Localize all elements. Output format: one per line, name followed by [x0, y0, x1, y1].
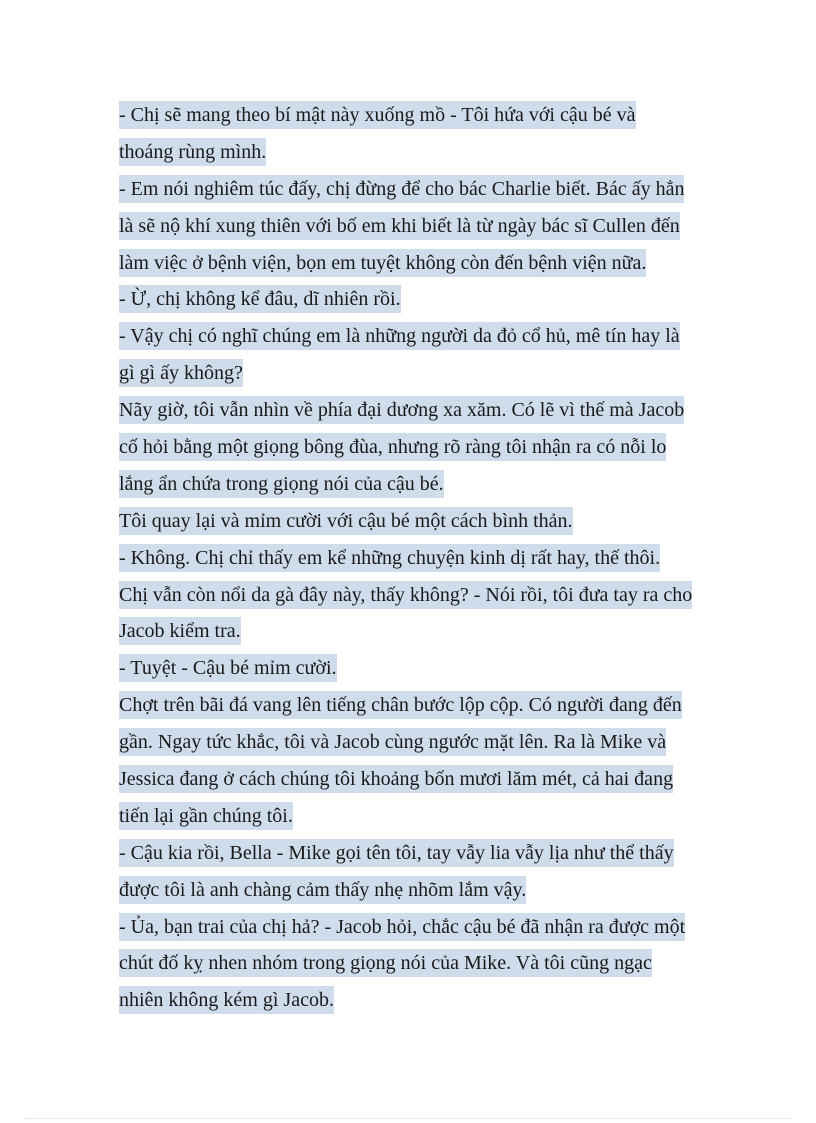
text-line: Chợt trên bãi đá vang lên tiếng chân bước lộp cộp. Có người đang đến — [119, 687, 709, 724]
text-line: Jacob kiểm tra. — [119, 613, 709, 650]
text-line: chút đố kỵ nhen nhóm trong giọng nói của Mike. Và tôi cũng ngạc — [119, 945, 709, 982]
text-line: làm việc ở bệnh viện, bọn em tuyệt không còn đến bệnh viện nữa. — [119, 245, 709, 282]
text-line: thoáng rùng mình. — [119, 134, 709, 171]
text-line: Jessica đang ở cách chúng tôi khoảng bốn mươi lăm mét, cả hai đang — [119, 761, 709, 798]
text-line: - Cậu kia rồi, Bella - Mike gọi tên tôi, tay vẫy lia vẫy lịa như thể thấy — [119, 835, 709, 872]
text-line: - Vậy chị có nghĩ chúng em là những người da đỏ cổ hủ, mê tín hay là — [119, 318, 709, 355]
text-line: nhiên không kém gì Jacob. — [119, 982, 709, 1019]
text-line: Nãy giờ, tôi vẫn nhìn về phía đại dương xa xăm. Có lẽ vì thế mà Jacob — [119, 392, 709, 429]
text-line: lắng ẩn chứa trong giọng nói của cậu bé. — [119, 466, 709, 503]
highlighted-text-block — [119, 97, 709, 1019]
text-line: là sẽ nộ khí xung thiên với bố em khi biết là từ ngày bác sĩ Cullen đến — [119, 208, 709, 245]
text-line: - Tuyệt - Cậu bé mỉm cười. — [119, 650, 709, 687]
text-line: gần. Ngay tức khắc, tôi và Jacob cùng ngước mặt lên. Ra là Mike và — [119, 724, 709, 761]
text-line: được tôi là anh chàng cảm thấy nhẹ nhõm lắm vậy. — [119, 872, 709, 909]
text-line: Tôi quay lại và mỉm cười với cậu bé một cách bình thản. — [119, 503, 709, 540]
text-line: Chị vẫn còn nổi da gà đây này, thấy không? - Nói rồi, tôi đưa tay ra cho — [119, 577, 709, 614]
text-line: cố hỏi bằng một giọng bông đùa, nhưng rõ ràng tôi nhận ra có nỗi lo — [119, 429, 709, 466]
text-line: - Ừ, chị không kể đâu, dĩ nhiên rồi. — [119, 281, 709, 318]
text-line: - Em nói nghiêm túc đấy, chị đừng để cho bác Charlie biết. Bác ấy hẳn — [119, 171, 709, 208]
text-line: tiến lại gần chúng tôi. — [119, 798, 709, 835]
page-bottom-divider — [24, 1118, 792, 1119]
text-line: - Chị sẽ mang theo bí mật này xuống mồ - Tôi hứa với cậu bé và — [119, 97, 709, 134]
text-line: - Không. Chị chỉ thấy em kể những chuyện kinh dị rất hay, thế thôi. — [119, 540, 709, 577]
text-line: - Ủa, bạn trai của chị hả? - Jacob hỏi, chắc cậu bé đã nhận ra được một — [119, 909, 709, 946]
text-line: gì gì ấy không? — [119, 355, 709, 392]
